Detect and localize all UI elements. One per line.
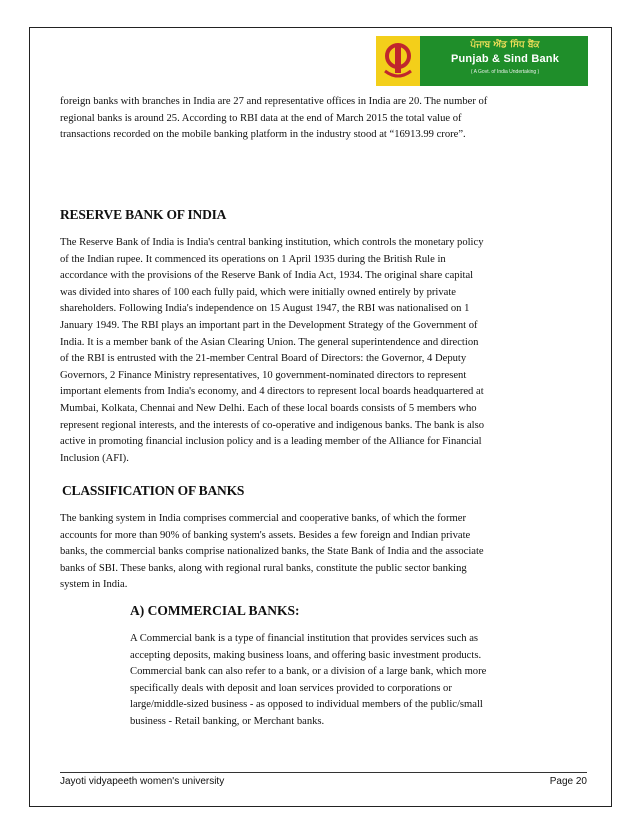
paragraph-line: Inclusion (AFI). (60, 452, 129, 464)
paragraph-line: The Reserve Bank of India is India's central banking institution, which controls the monetary policy (60, 237, 484, 248)
rbi-heading: RESERVE BANK OF INDIA (60, 207, 227, 222)
bank-logo (376, 36, 588, 86)
paragraph-line: Governors, 2 Finance Ministry representatives, 10 government-nominated directors to represent (60, 369, 467, 381)
paragraph-line: of the RBI is entrusted with the 21-member Central Board of Directors: the Governor, 4 Deputy (60, 353, 467, 365)
classification-heading: CLASSIFICATION OF BANKS (62, 483, 245, 498)
paragraph-line: shareholders. Following India's independence on 15 August 1947, the RBI was nationalised on 1 (60, 303, 470, 315)
paragraph-line: The banking system in India comprises commercial and cooperative banks, of which the former (60, 513, 466, 524)
paragraph-line: large/middle-sized business - as opposed to individual members of the public/small (130, 699, 483, 711)
paragraph-line: accordance with the provisions of the Reserve Bank of India Act, 1934. The original share capital (60, 270, 474, 282)
logo-punjabi-text: ਪੰਜਾਬ ਐਂਡ ਸਿੰਧ ਬੈਂਕ (470, 40, 540, 50)
paragraph-line: represent regional interests, and the interests of co-operative and indigenous banks. The bank is also (60, 419, 485, 431)
footer-page-number: Page 20 (549, 776, 587, 787)
paragraph-line: business - Retail banking, or Merchant banks. (130, 715, 325, 727)
paragraph-line: was divided into shares of 100 each fully paid, which were initially owned entirely by private (60, 286, 456, 298)
paragraph-line: of the Indian rupee. It commenced its operations on 1 April 1935 during the British Rule in (60, 253, 446, 265)
paragraph-line: regional banks is around 25. According to RBI data at the end of March 2015 the total value of (60, 112, 462, 124)
paragraph-line: Mumbai, Kolkata, Chennai and New Delhi. Each of these local boards consists of 5 members who (60, 402, 477, 414)
classification-paragraph (60, 511, 587, 594)
logo-bank-name: Punjab & Sind Bank (450, 53, 560, 65)
paragraph-line: Commercial bank can also refer to a bank, or a division of a large bank, which more (130, 666, 487, 678)
footer-divider (60, 772, 587, 773)
footer-university: Jayoti vidyapeeth women's university (60, 776, 225, 787)
commercial-banks-heading: A) COMMERCIAL BANKS: (130, 603, 300, 618)
paragraph-line: accepting deposits, making business loans, and offering basic investment products. (130, 649, 482, 661)
paragraph-line: India. It is a member bank of the Asian Clearing Union. The general superintendence and direction (60, 336, 479, 348)
paragraph-line: system in India. (60, 579, 128, 591)
logo-tagline: ( A Govt. of India Undertaking ) (470, 69, 540, 75)
paragraph-line: important elements from India's economy, and 4 directors to represent local boards headquartered at (60, 386, 484, 398)
paragraph-line: banks of SBI. These banks, along with regional rural banks, constitute the public sector banking (60, 562, 467, 574)
paragraph-line: active in promoting financial inclusion policy and is a leading member of the Alliance for Financial (60, 436, 482, 448)
paragraph-line: accounts for more than 90% of banking system's assets. Besides a few foreign and Indian private (60, 529, 471, 541)
paragraph-line: January 1949. The RBI plays an important part in the Development Strategy of the Government of (60, 319, 478, 331)
rbi-paragraph (60, 235, 587, 467)
paragraph-line: banks, the commercial banks comprise nationalized banks, the State Bank of India and the associate (60, 546, 484, 558)
intro-paragraph (60, 94, 587, 144)
bank-emblem-icon (376, 36, 420, 86)
paragraph-line: A Commercial bank is a type of financial institution that provides services such as (130, 633, 479, 644)
paragraph-line: transactions recorded on the mobile banking platform in the industry stood at “16913.99 crore”. (60, 129, 466, 141)
paragraph-line: specifically deals with deposit and loan services provided to corporations or (130, 682, 452, 694)
paragraph-line: foreign banks with branches in India are 27 and representative offices in India are 20. The number of (60, 96, 488, 107)
commercial-banks-paragraph (130, 631, 530, 731)
